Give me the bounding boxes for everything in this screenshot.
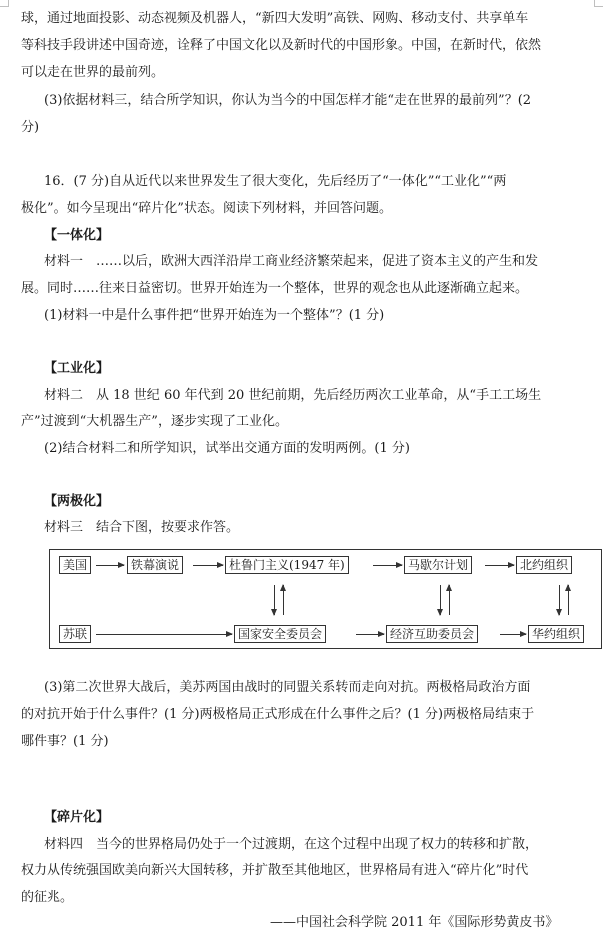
question-16-intro-cont: 极化”。如今呈现出“碎片化”状态。阅读下列材料，并回答问题。 [21,201,392,216]
arrow-right [485,565,514,566]
node-ussr: 苏联 [59,625,91,643]
node-iron-curtain: 铁幕演说 [127,556,183,574]
question-3-previous-cont: 分) [21,120,40,135]
question-3: (3)第二次世界大战后，美苏两国由战时的同盟关系转而走向对抗。两极格局政治方面 [44,680,531,695]
section-heading-fragmentation: 【碎片化】 [44,810,110,825]
node-nato: 北约组织 [516,556,572,574]
text-line: 可以走在世界的最前列。 [21,65,165,80]
arrow-down [440,585,441,615]
node-national-security-committee: 国家安全委员会 [234,625,326,643]
material-4-cont: 权力从传统强国欧美向新兴大国转移，并扩散至其他地区，世界格局有进入“碎片化”时代 [21,863,529,878]
arrow-right [500,634,526,635]
arrow-up [449,585,450,615]
material-4-source: ——中国社会科学院 2011 年《国际形势黄皮书》 [270,915,559,930]
question-3-cont: 的对抗开始于什么事件？(1 分)两极格局正式形成在什么事件之后？(1 分)两极格局结束于 [21,707,535,722]
arrow-up [283,585,284,615]
node-warsaw-pact: 华约组织 [528,625,584,643]
node-truman-doctrine: 杜鲁门主义(1947 年) [225,556,349,574]
section-heading-bipolarity: 【两极化】 [44,494,110,509]
page-corner-mark [0,0,9,7]
material-4: 材料四 当今的世界格局仍处于一个过渡期，在这个过程中出现了权力的转移和扩散， [44,837,539,852]
section-heading-industrialization: 【工业化】 [44,361,110,376]
text-line: 球，通过地面投影、动态视频及机器人，“新四大发明”高铁、网购、移动支付、共享单车 [21,11,529,26]
section-heading-integration: 【一体化】 [44,228,110,243]
node-usa: 美国 [59,556,91,574]
material-4-cont: 的征兆。 [21,890,74,905]
arrow-down [559,585,560,615]
arrow-right [96,565,124,566]
arrow-right [373,565,402,566]
material-2: 材料二 从 18 世纪 60 年代到 20 世纪前期，先后经历两次工业革命，从“手工工场生 [44,388,542,403]
question-2: (2)结合材料二和所学知识，试举出交通方面的发明两例。(1 分) [44,441,410,456]
question-3-previous: (3)依据材料三，结合所学知识，你认为当今的中国怎样才能“走在世界的最前列”？(2 [44,93,532,108]
node-comecon: 经济互助委员会 [386,625,478,643]
material-1: 材料一 ……以后，欧洲大西洋沿岸工商业经济繁荣起来，促进了资本主义的产生和发 [44,254,539,269]
arrow-down [274,585,275,615]
question-16-intro: 16．(7 分)自从近代以来世界发生了很大变化，先后经历了“一体化”“工业化”“两 [44,174,507,189]
cold-war-diagram [49,549,602,649]
question-3-cont: 哪件事？(1 分) [21,734,109,749]
page-corner-mark [594,0,603,7]
arrow-right [193,565,223,566]
arrow-right [96,634,232,635]
question-1: (1)材料一中是什么事件把“世界开始连为一个整体”？(1 分) [44,308,385,323]
material-2-cont: 产”过渡到“大机器生产”，逐步实现了工业化。 [21,414,288,429]
arrow-right [356,634,384,635]
material-3: 材料三 结合下图，按要求作答。 [44,520,240,535]
arrow-up [568,585,569,615]
material-1-cont: 展。同时……往来日益密切。世界开始连为一个整体，世界的观念也从此逐渐确立起来。 [21,281,529,296]
text-line: 等科技手段讲述中国奇迹，诠释了中国文化以及新时代的中国形象。中国，在新时代，依然 [21,38,542,53]
node-marshall-plan: 马歇尔计划 [404,556,472,574]
